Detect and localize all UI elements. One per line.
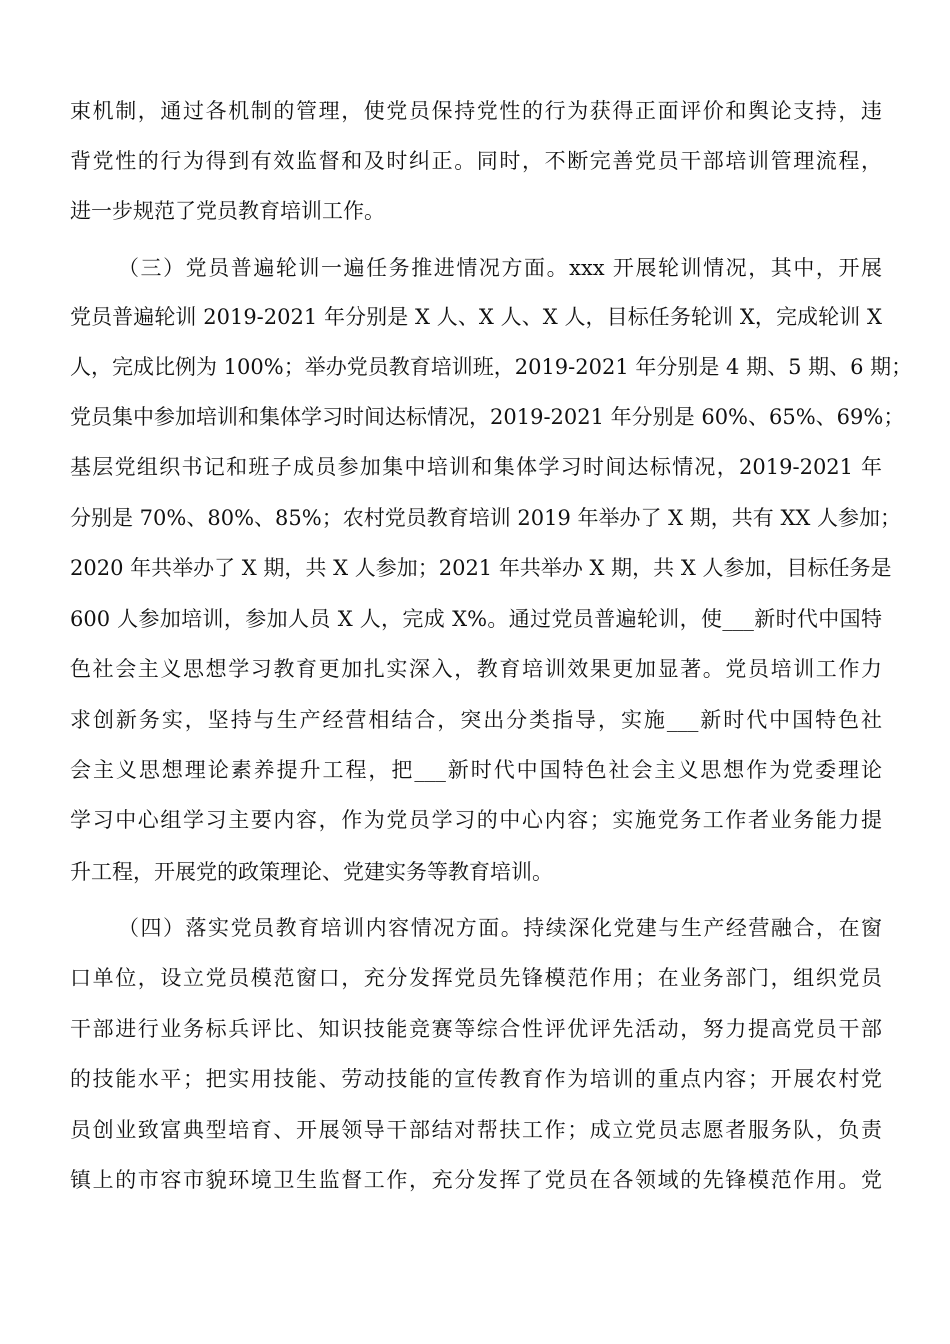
paragraph-line: 求创新务实，坚持与生产经营相结合，突出分类指导，实施___新时代中国特色社	[70, 708, 882, 732]
paragraph-line: 人，完成比例为 100%；举办党员教育培训班，2019-2021 年分别是 4 期、5 期、6 期；	[70, 355, 913, 379]
paragraph-line: 进一步规范了党员教育培训工作。	[70, 199, 385, 223]
paragraph-line: 束机制，通过各机制的管理，使党员保持党性的行为获得正面评价和舆论支持，违	[70, 99, 882, 123]
paragraph-line: 升工程，开展党的政策理论、党建实务等教育培训。	[70, 860, 553, 884]
section-heading-line: （四）落实党员教育培训内容情况方面。持续深化党建与生产经营融合，在窗	[118, 916, 882, 940]
paragraph-line: 2020 年共举办了 X 期，共 X 人参加；2021 年共举办 X 期，共 X 人参加，目标任务是	[70, 556, 892, 580]
section-heading-line: （三）党员普遍轮训一遍任务推进情况方面。xxx 开展轮训情况，其中，开展	[118, 256, 882, 280]
paragraph-line: 会主义思想理论素养提升工程，把___新时代中国特色社会主义思想作为党委理论	[70, 758, 882, 782]
paragraph-line: 基层党组织书记和班子成员参加集中培训和集体学习时间达标情况，2019-2021 年	[70, 455, 882, 479]
paragraph-line: 党员普遍轮训 2019-2021 年分别是 X 人、X 人、X 人，目标任务轮训 X，完成轮训 X	[70, 305, 882, 329]
paragraph-line: 分别是 70%、80%、85%；农村党员教育培训 2019 年举办了 X 期，共有 XX 人参加；	[70, 506, 902, 530]
paragraph-line: 学习中心组学习主要内容，作为党员学习的中心内容；实施党务工作者业务能力提	[70, 808, 882, 832]
paragraph-line: 党员集中参加培训和集体学习时间达标情况，2019-2021 年分别是 60%、65%、69%；	[70, 405, 905, 429]
paragraph-line: 口单位，设立党员模范窗口，充分发挥党员先锋模范作用；在业务部门，组织党员	[70, 966, 882, 990]
paragraph-line: 员创业致富典型培育、开展领导干部结对帮扶工作；成立党员志愿者服务队，负责	[70, 1118, 882, 1142]
paragraph-line: 的技能水平；把实用技能、劳动技能的宣传教育作为培训的重点内容；开展农村党	[70, 1067, 882, 1091]
paragraph-line: 干部进行业务标兵评比、知识技能竞赛等综合性评优评先活动，努力提高党员干部	[70, 1017, 882, 1041]
paragraph-line: 色社会主义思想学习教育更加扎实深入，教育培训效果更加显著。党员培训工作力	[70, 657, 882, 681]
paragraph-line: 600 人参加培训，参加人员 X 人，完成 X%。通过党员普遍轮训，使___新时代中国特	[70, 607, 882, 631]
paragraph-line: 背党性的行为得到有效监督和及时纠正。同时，不断完善党员干部培训管理流程，	[70, 149, 882, 173]
paragraph-line: 镇上的市容市貌环境卫生监督工作，充分发挥了党员在各领域的先锋模范作用。党	[70, 1168, 882, 1192]
